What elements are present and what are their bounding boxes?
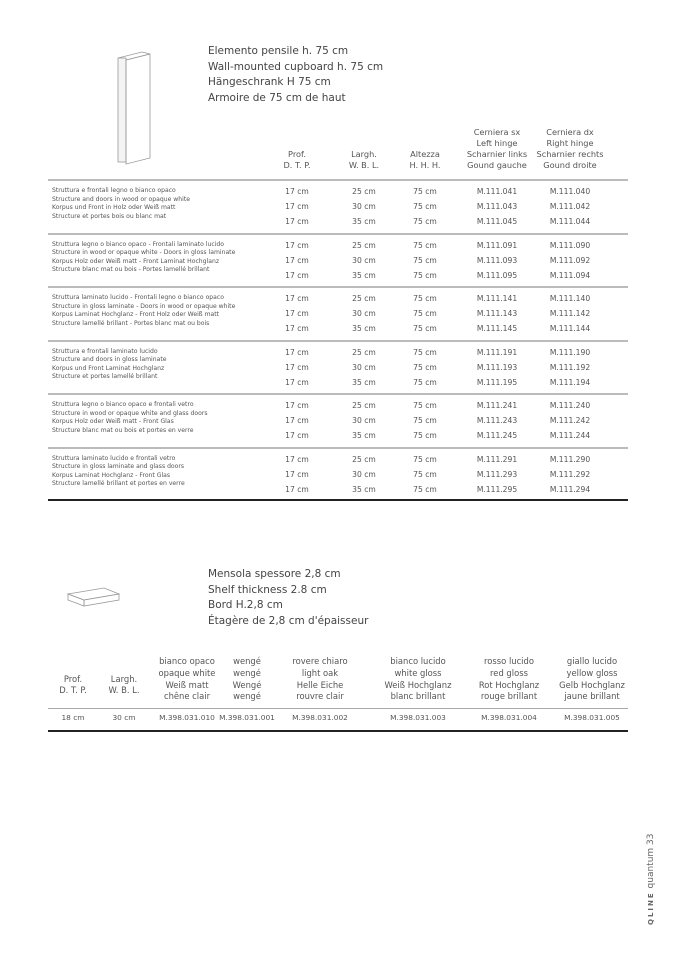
description-line: Korpus und Front in Holz oder Weiß matt (52, 204, 176, 212)
header-line: rouge brillant (480, 691, 538, 702)
shelf-table-end-rule (48, 730, 628, 732)
description-line: Structure in wood or opaque white and glass doors (52, 409, 208, 417)
dimension-value: 17 cm (285, 255, 309, 265)
header-line: W. B. L. (348, 160, 380, 170)
header-line: wengé (233, 656, 261, 666)
description-line: Struttura legno o bianco opaco e frontali vetro (52, 401, 194, 408)
dimension-value: 35 cm (352, 217, 376, 226)
article-code: M.111.243 (476, 416, 518, 425)
group-description (52, 187, 190, 221)
header-line: H. H. H. (409, 160, 441, 170)
description-line: Structure and doors in wood or opaque white (52, 195, 190, 203)
title-line: Étagère de 2,8 cm d'épaisseur (208, 614, 369, 627)
article-code: M.111.242 (549, 416, 591, 425)
dimension-value: 75 cm (413, 294, 437, 303)
description-line: Struttura legno o bianco opaco - Frontali laminato lucido (52, 240, 224, 248)
header-line: yellow gloss (566, 667, 618, 678)
header-line: Prof. (63, 673, 83, 684)
dimension-value: 75 cm (413, 469, 437, 479)
article-code: M.111.091 (476, 240, 518, 250)
dimension-value: 25 cm (352, 347, 376, 357)
dimension-value: 30 cm (352, 309, 376, 318)
description-line: Structure et portes bois ou blanc mat (52, 212, 167, 220)
dimension-value: 17 cm (285, 347, 309, 357)
article-code: M.111.143 (476, 309, 518, 318)
article-code: M.111.190 (549, 347, 591, 357)
column-header (373, 656, 463, 703)
dimension-value: 75 cm (413, 401, 437, 410)
dimension-value: 75 cm (413, 309, 437, 318)
article-code: M.111.142 (549, 309, 591, 318)
header-line: wengé (233, 667, 261, 678)
header-line: Cerniera sx (473, 127, 521, 137)
description-line: Struttura e frontali laminato lucido (52, 347, 158, 355)
article-code: M.111.191 (476, 347, 518, 357)
dimension-value: 18 cm (61, 713, 85, 722)
dimension-value: 17 cm (285, 431, 309, 440)
article-code: M.111.095 (476, 270, 518, 280)
article-code: M.111.092 (549, 255, 591, 265)
header-line: Prof. (288, 149, 306, 159)
dimension-value: 17 cm (285, 469, 309, 479)
article-code: M.111.044 (549, 217, 591, 226)
article-code: M.111.043 (476, 202, 518, 211)
dimension-value: 17 cm (285, 217, 309, 226)
product-group (48, 393, 628, 448)
group-description (52, 455, 185, 489)
description-line: Structure and doors in gloss laminate (52, 356, 167, 364)
page-footer (646, 834, 656, 926)
article-code: M.111.041 (476, 187, 518, 196)
article-code: M.111.042 (549, 202, 591, 211)
header-line: D. T. P. (283, 160, 311, 170)
dimension-value: 25 cm (352, 454, 376, 464)
header-line: D. T. P. (59, 685, 87, 696)
group-description (52, 294, 235, 328)
dimension-value: 30 cm (112, 713, 136, 722)
description-line: Korpus Laminat Hochglanz - Front Holz oder Weiß matt (52, 311, 220, 319)
header-line: Gound gauche (467, 160, 527, 170)
article-code: M.111.094 (549, 270, 591, 280)
dimension-value: 30 cm (352, 416, 376, 425)
dimension-value: 17 cm (285, 324, 309, 333)
article-code: M.111.093 (476, 255, 518, 265)
description-line: Struttura laminato lucido e frontali vetro (52, 454, 176, 462)
description-line: Korpus und Front Laminat Hochglanz (52, 364, 165, 372)
description-line: Structure blanc mat ou bois et portes en verre (52, 426, 194, 434)
article-code: M.111.194 (549, 377, 591, 387)
article-code: M.111.291 (476, 454, 518, 464)
description-line: Structure lamellé brillant et portes en verre (52, 480, 185, 488)
article-code: M.398.031.005 (564, 713, 620, 722)
header-line: rosso lucido (484, 656, 534, 666)
column-header (464, 656, 554, 703)
dimension-value: 30 cm (352, 202, 376, 211)
header-line: Largh. (110, 673, 138, 684)
article-code: M.398.031.010 (159, 713, 215, 722)
dimension-value: 35 cm (352, 484, 376, 494)
header-line: Altezza (410, 149, 440, 159)
dimension-value: 75 cm (413, 324, 437, 333)
dimension-value: 30 cm (352, 255, 376, 265)
header-line: Weiß matt (165, 679, 209, 690)
header-line: white gloss (394, 667, 442, 678)
article-code: M.111.241 (476, 401, 518, 410)
description-line: Struttura e frontali legno o bianco opaco (52, 187, 176, 194)
wall-cupboard-illustration (112, 48, 162, 168)
description-line: Structure in gloss laminate - Doors in wood or opaque white (52, 302, 236, 310)
column-header (275, 656, 365, 703)
header-line: Gelb Hochglanz (559, 679, 625, 690)
dimension-value: 17 cm (285, 377, 309, 387)
dimension-value: 75 cm (413, 431, 437, 440)
description-line: Korpus Holz oder Weiß matt - Front Laminat Hochglanz (52, 257, 220, 265)
dimension-value: 75 cm (413, 377, 437, 387)
article-code: M.398.031.004 (481, 713, 537, 722)
dimension-value: 75 cm (413, 270, 437, 280)
dimension-value: 17 cm (285, 187, 309, 196)
title-line: Elemento pensile h. 75 cm (208, 45, 349, 57)
header-line: Scharnier rechts (536, 149, 604, 159)
article-code: M.111.140 (549, 294, 591, 303)
header-line: red gloss (490, 667, 528, 678)
header-line: Gound droite (543, 160, 597, 170)
dimension-value: 30 cm (352, 362, 376, 372)
header-line: chêne clair (163, 691, 211, 702)
product-group (48, 233, 628, 288)
title-line: Wall-mounted cupboard h. 75 cm (208, 60, 384, 73)
article-code: M.111.244 (549, 431, 591, 440)
dimension-value: 75 cm (413, 347, 437, 357)
dimension-value: 30 cm (352, 469, 376, 479)
dimension-value: 17 cm (285, 202, 309, 211)
description-line: Korpus Holz oder Weiß matt - Front Glas (52, 418, 174, 426)
product-group (48, 447, 628, 502)
header-line: Scharnier links (466, 149, 528, 159)
header-line: light oak (301, 667, 339, 678)
dimension-value: 17 cm (285, 416, 309, 425)
header-line: Wengé (232, 679, 262, 690)
group-description (52, 401, 208, 435)
article-code: M.111.294 (549, 484, 591, 494)
title-line: Bord H.2,8 cm (208, 599, 283, 611)
product-group (48, 286, 628, 341)
dimension-value: 25 cm (352, 401, 376, 410)
article-code: M.111.195 (476, 377, 518, 387)
dimension-value: 35 cm (352, 431, 376, 440)
dimension-value: 75 cm (413, 217, 437, 226)
title-line: Armoire de 75 cm de haut (208, 91, 346, 104)
dimension-value: 25 cm (352, 187, 376, 196)
article-code: M.111.293 (476, 469, 518, 479)
title-line: Mensola spessore 2,8 cm (208, 568, 341, 580)
header-line: wengé (233, 691, 261, 702)
cupboard-title (208, 44, 383, 106)
description-line: Korpus Laminat Hochglanz - Front Glas (52, 471, 171, 479)
dimension-value: 25 cm (352, 240, 376, 250)
shelf-title (208, 567, 368, 629)
column-header (547, 656, 637, 703)
article-code: M.111.141 (476, 294, 518, 303)
article-code: M.398.031.001 (219, 713, 275, 722)
dimension-value: 35 cm (352, 324, 376, 333)
dimension-value: 75 cm (413, 454, 437, 464)
article-code: M.111.193 (476, 362, 518, 372)
section-name: quantum (646, 847, 656, 889)
header-line: Weiß Hochglanz (384, 679, 452, 690)
title-line: Hängeschrank H 75 cm (208, 76, 331, 88)
header-line: W. B. L. (108, 685, 140, 696)
group-description (52, 348, 167, 382)
dimension-value: 75 cm (413, 255, 437, 265)
dimension-value: 17 cm (285, 240, 309, 250)
article-code: M.111.045 (476, 217, 518, 226)
header-line: giallo lucido (566, 656, 618, 666)
description-line: Struttura laminato lucido - Frontali legno o bianco opaco (52, 294, 224, 301)
article-code: M.398.031.002 (292, 713, 348, 722)
header-line: rouvre clair (296, 691, 344, 702)
description-line: Structure et portes lamellé brillant (52, 373, 158, 381)
article-code: M.111.144 (549, 324, 591, 333)
product-group (48, 340, 628, 395)
dimension-value: 35 cm (352, 377, 376, 387)
header-line: Cerniera dx (546, 127, 594, 137)
header-line: jaune brillant (564, 691, 620, 702)
dimension-value: 75 cm (413, 362, 437, 372)
header-line: Left hinge (476, 138, 518, 148)
article-code: M.111.240 (549, 401, 591, 410)
shelf-header-rule (48, 708, 628, 709)
header-line: bianco lucido (390, 656, 446, 666)
article-code: M.111.292 (549, 469, 591, 479)
header-line: rovere chiaro (292, 656, 348, 666)
dimension-value: 17 cm (285, 309, 309, 318)
description-line: Structure blanc mat ou bois - Portes lamellé brillant (52, 266, 210, 274)
page-number: 33 (646, 833, 656, 845)
header-line: Rot Hochglanz (478, 679, 540, 690)
article-code: M.111.090 (549, 240, 591, 250)
article-code: M.111.192 (549, 362, 591, 372)
article-code: M.398.031.003 (390, 713, 446, 722)
description-line: Structure in gloss laminate and glass doors (52, 463, 185, 471)
table-end-rule (48, 499, 628, 501)
brand-logo: QLINE (647, 891, 655, 925)
dimension-value: 17 cm (285, 294, 309, 303)
article-code: M.111.295 (476, 484, 518, 494)
article-code: M.111.145 (476, 324, 518, 333)
header-line: Helle Eiche (296, 679, 344, 690)
dimension-value: 75 cm (413, 202, 437, 211)
dimension-value: 75 cm (413, 187, 437, 196)
title-line: Shelf thickness 2.8 cm (208, 583, 327, 596)
product-group (48, 179, 628, 234)
article-code: M.111.245 (476, 431, 518, 440)
shelf-illustration (64, 584, 124, 612)
dimension-value: 35 cm (352, 270, 376, 280)
dimension-value: 17 cm (285, 362, 309, 372)
description-line: Structure in wood or opaque white - Doors in gloss laminate (52, 249, 236, 257)
dimension-value: 17 cm (285, 270, 309, 280)
dimension-value: 17 cm (285, 401, 309, 410)
article-code: M.111.290 (549, 454, 591, 464)
article-code: M.111.040 (549, 187, 591, 196)
group-description (52, 241, 235, 275)
dimension-value: 25 cm (352, 294, 376, 303)
header-line: bianco opaco (159, 656, 215, 666)
column-header (525, 127, 615, 171)
dimension-value: 75 cm (413, 484, 437, 494)
header-line: Largh. (351, 149, 377, 159)
header-line: Right hinge (546, 138, 594, 148)
header-line: blanc brillant (390, 691, 446, 702)
dimension-value: 75 cm (413, 240, 437, 250)
dimension-value: 17 cm (285, 454, 309, 464)
dimension-value: 75 cm (413, 416, 437, 425)
header-line: opaque white (158, 667, 216, 678)
dimension-value: 17 cm (285, 484, 309, 494)
description-line: Structure lamellé brillant - Portes blanc mat ou bois (52, 319, 210, 327)
